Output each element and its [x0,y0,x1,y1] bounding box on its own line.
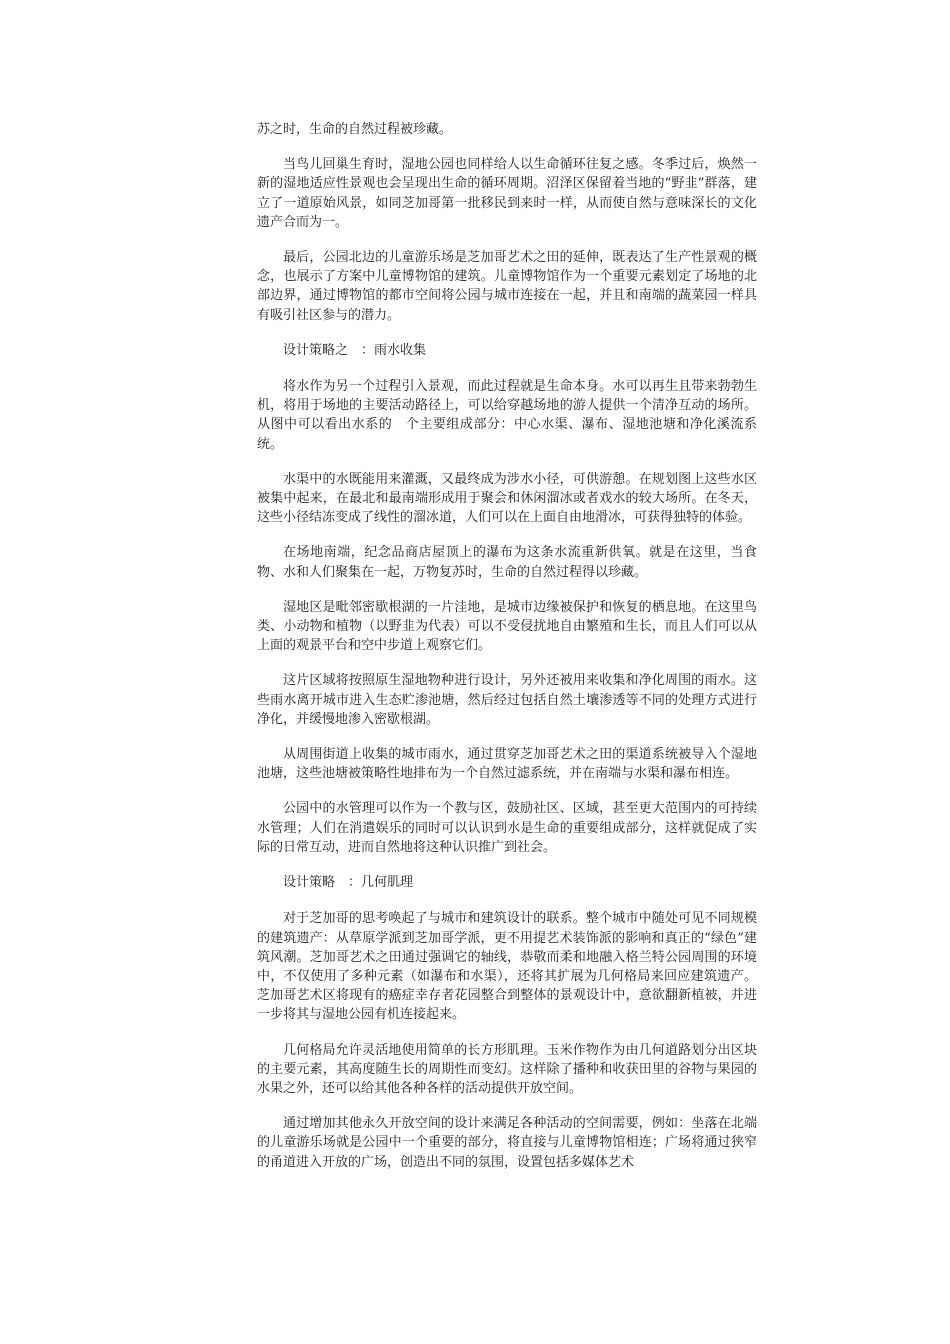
paragraph-native-species: 这片区域将按照原生湿地物种进行设计，另外还被用来收集和净化周围的雨水。这些雨水离开城市进入生态贮渗池塘，然后经过包括自然土壤渗透等不同的处理方式进行净化，并缓慢地渗入密歇根湖。 [257,673,757,727]
paragraph-geometric-pattern: 几何格局允许灵活地使用简单的长方形肌理。玉米作物作为由几何道路划分出区块的主要元素，其高度随生长的周期性而变幻。这样除了播种和收获田里的谷物与果园的水果之外，还可以给其他各种各样的活动提供开放空间。 [257,1042,757,1096]
paragraph-open-space: 通过增加其他永久开放空间的设计来满足各种活动的空间需要，例如：坐落在北端的儿童游乐场就是公园中一个重要的部分，将直接与儿童博物馆相连；广场将通过狭窄的甬道进入开放的广场，创造出不同的氛围，设置包括多媒体艺术 [257,1116,757,1170]
section-heading-rainwater: 设计策略之 ：雨水收集 [283,342,427,358]
document-page [257,120,757,1188]
section-heading-geometry: 设计策略 ：几何肌理 [283,875,414,891]
paragraph-chicago-architecture: 对于芝加哥的思考唤起了与城市和建筑设计的联系。整个城市中随处可见不同规模的建筑遗产：从草原学派到芝加哥学派，更不用提艺术装饰派的影响和真正的“绿色”建筑风潮。芝加哥艺术之田通过强调它的轴线，恭敬而柔和地融入格兰特公园周围的环境中，不仅使用了多种元素（如瀑布和水渠），还将其扩展为几何格局来回应建筑遗产。芝加哥艺术区将现有的癌症幸存者花园整合到整体的景观设计中，意欲翻新植被，并进一步将其与湿地公园有机连接起来。 [257,911,757,1023]
paragraph-childrens-playground: 最后，公园北边的儿童游乐场是芝加哥艺术之田的延伸，既表达了生产性景观的概念，也展示了方案中儿童博物馆的建筑。儿童博物馆作为一个重要元素划定了场地的北部边界，通过博物馆的都市空间将公园与城市连接在一起，并且和南端的蔬菜园一样具有吸引社区参与的潜力。 [257,250,757,323]
paragraph-water-management: 公园中的水管理可以作为一个教与区，鼓励社区、区域，甚至更大范围内的可持续水管理；人们在消遣娱乐的同时可以认识到水是生命的重要组成部分，这样就促成了实际的日常互动，进而自然地将这种认识推广到社会。 [257,801,757,855]
paragraph-water-process: 将水作为另一个过程引入景观，而此过程就是生命本身。水可以再生且带来勃勃生机，将用于场地的主要活动路径上，可以给穿越场地的游人提供一个清净互动的场所。从图中可以看出水系的 个主要组成部分：中心水渠、瀑布、湿地池塘和净化溪流系统。 [257,379,757,452]
paragraph-city-rainwater: 从周围街道上收集的城市雨水，通过贯穿芝加哥艺术之田的渠道系统被导入个湿地池塘，这些池塘被策略性地排布为一个自然过滤系统，并在南端与水渠和瀑布相连。 [257,747,757,782]
paragraph-channel-water: 水渠中的水既能用来灌溉，又最终成为涉水小径，可供游憩。在规划图上这些水区被集中起来，在最北和最南端形成用于聚会和休闲溜冰或者戏水的较大场所。在冬天，这些小径结冻变成了线性的溜冰道，人们可以在上面自由地滑冰，可获得独特的体验。 [257,471,757,526]
paragraph-continuation: 苏之时，生命的自然过程被珍藏。 [257,122,453,137]
paragraph-south-waterfall: 在场地南端，纪念品商店屋顶上的瀑布为这条水流重新供氧。就是在这里，当食物、水和人们聚集在一起，万物复苏时，生命的自然过程得以珍藏。 [257,545,757,580]
paragraph-birds-return: 当鸟儿回巢生育时，湿地公园也同样给人以生命循环往复之感。冬季过后，焕然一新的湿地适应性景观也会呈现出生命的循环周期。沼泽区保留着当地的“野韭”群落，建立了一道原始风景，如同芝加哥第一批移民到来时一样，从而使自然与意味深长的文化遗产合而为一。 [257,157,757,230]
paragraph-wetland-area: 湿地区是毗邻密歇根湖的一片洼地，是城市边缘被保护和恢复的栖息地。在这里鸟类、小动物和植物（以野韭为代表）可以不受侵扰地自由繁殖和生长，而且人们可以从上面的观景平台和空中步道上观察它们。 [257,599,757,654]
